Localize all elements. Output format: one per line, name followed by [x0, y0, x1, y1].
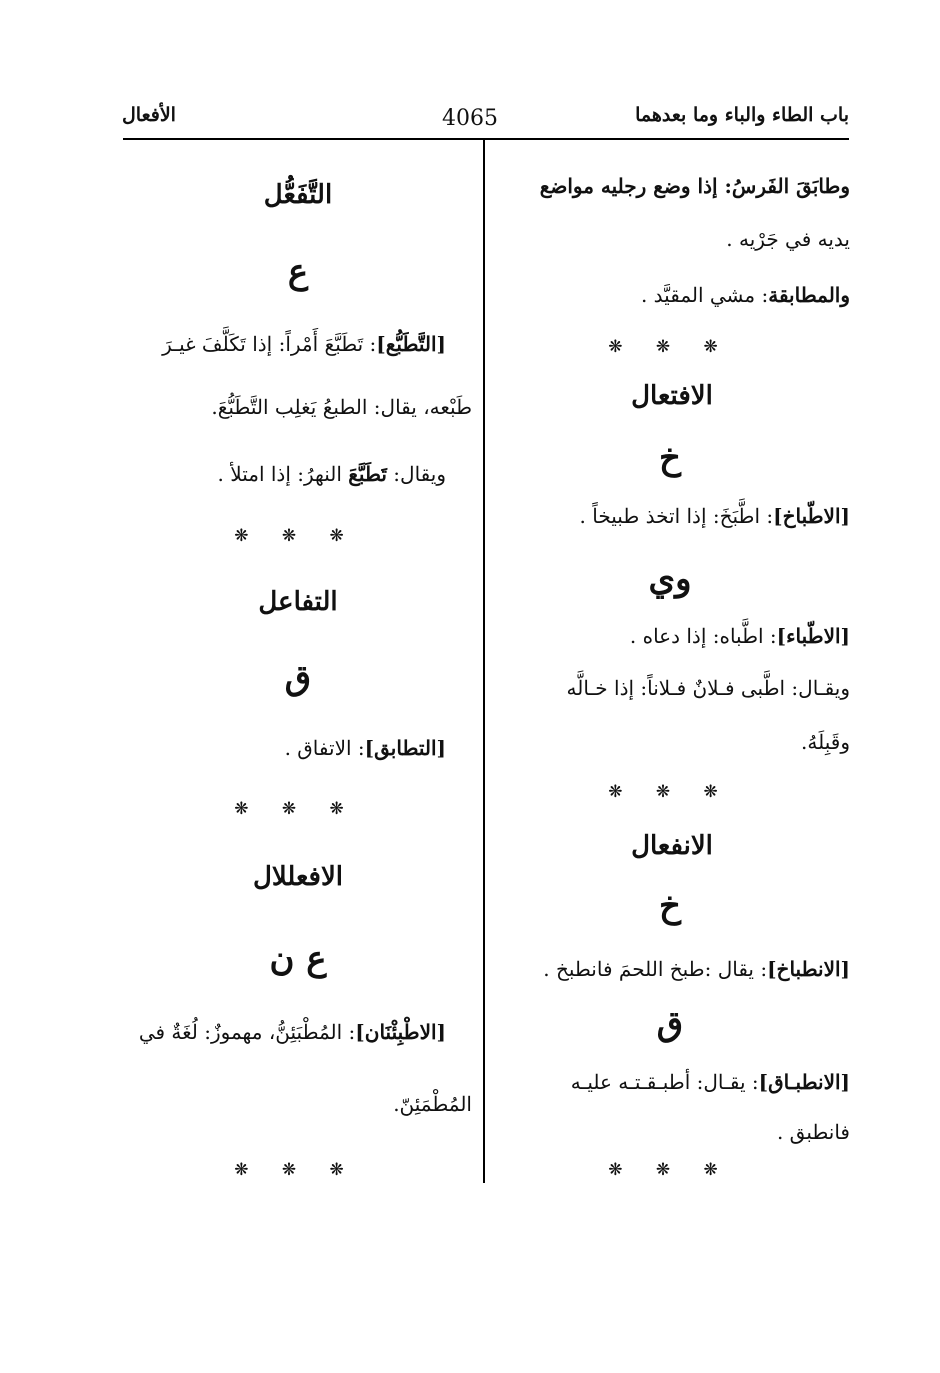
entry-text	[630, 622, 850, 650]
entry-definition: النهرُ: إذا امتلأ .	[217, 462, 349, 486]
entry-text	[285, 734, 446, 762]
page-number: 4065	[442, 106, 498, 131]
entry-definition: : مشي المقيَّد .	[640, 283, 769, 307]
root-letter-heading: ق	[656, 1004, 684, 1044]
section-separator: ❋ ❋ ❋	[608, 782, 732, 802]
entry-text: فانطبق .	[776, 1120, 850, 1144]
entry-term: والمطابقة	[768, 283, 850, 307]
entry-text	[218, 460, 446, 488]
entry-text	[571, 1068, 850, 1096]
entry-term: [الاطّباخ]	[773, 504, 850, 528]
chapter-heading: التفاعل	[258, 587, 338, 617]
chapter-heading: الانفعال	[631, 831, 713, 861]
entry-term: [الانطباخ]	[767, 957, 850, 981]
root-letter-heading: خ	[659, 438, 681, 478]
entry-text	[162, 330, 446, 358]
entry-text: طَبْعه، يقال: الطبعُ يَغلِب التَّطَبُّعَ.	[211, 395, 472, 419]
entry-text	[641, 281, 850, 309]
root-letter-heading: ع ن	[269, 939, 327, 979]
chapter-heading: الافتعال	[631, 381, 713, 411]
root-letter-heading: خ	[659, 886, 681, 926]
column-divider	[483, 140, 485, 1183]
section-separator: ❋ ❋ ❋	[234, 526, 358, 546]
chapter-heading: الافعللال	[252, 862, 344, 892]
entry-definition: ويقال:	[386, 462, 446, 486]
entry-term: تَطَبَّعَ	[348, 462, 387, 486]
header-rule	[123, 138, 849, 140]
entry-text: المُطْمَئِنّ.	[393, 1092, 472, 1116]
entry-term: [الانطبـاق]	[758, 1070, 850, 1094]
section-separator: ❋ ❋ ❋	[234, 1160, 358, 1180]
root-letter-heading: وي	[648, 559, 692, 599]
entry-text: وقَبِلَهُ.	[801, 730, 850, 754]
entry-text	[580, 502, 850, 530]
entry-text: يديه في جَرْيه .	[726, 227, 850, 251]
running-head-section: باب الطاء والباء وما بعدهما	[635, 104, 849, 126]
root-letter-heading: ق	[284, 658, 312, 698]
entry-text	[139, 1018, 446, 1046]
running-head-chapter: الأفعال	[122, 104, 176, 126]
section-separator: ❋ ❋ ❋	[608, 337, 732, 357]
entry-term: [التَّطَبُّع]	[376, 332, 446, 356]
entry-definition: : اطَّبَخَ: إذا اتخذ طبيخاً .	[579, 504, 774, 528]
root-letter-heading: ع	[287, 252, 309, 292]
entry-term: [التطابق]	[364, 736, 446, 760]
section-separator: ❋ ❋ ❋	[234, 799, 358, 819]
entry-definition: : تَطَبَّعَ أَمْراً: إذا تَكَلَّفَ غيـرَ	[162, 332, 377, 356]
entry-term: [الاطْبِئْنَان]	[355, 1020, 446, 1044]
entry-text	[543, 955, 850, 983]
entry-text	[540, 172, 850, 200]
entry-text: ويقـال: اطَّبى فـلانٌ فـلاناً: إذا خـالَّه	[566, 676, 850, 700]
chapter-heading: التَّفَعُّل	[263, 180, 333, 210]
entry-definition: : يقـال: أطبـقـتـه عليـه	[570, 1070, 759, 1094]
entry-definition: : المُطْبَئِنُّ، مهموزٌ: لُغَةٌ في	[138, 1020, 356, 1044]
entry-definition: : الاتفاق .	[284, 736, 365, 760]
entry-line: وطابَقَ الفَرسُ: إذا وضع رجليه مواضع	[539, 174, 850, 198]
entry-definition: : يقال :طبخ اللحمَ فانطبخ .	[543, 957, 768, 981]
entry-definition: : اطَّباه: إذا دعاه .	[629, 624, 777, 648]
section-separator: ❋ ❋ ❋	[608, 1160, 732, 1180]
entry-term: [الاطّباء]	[776, 624, 850, 648]
